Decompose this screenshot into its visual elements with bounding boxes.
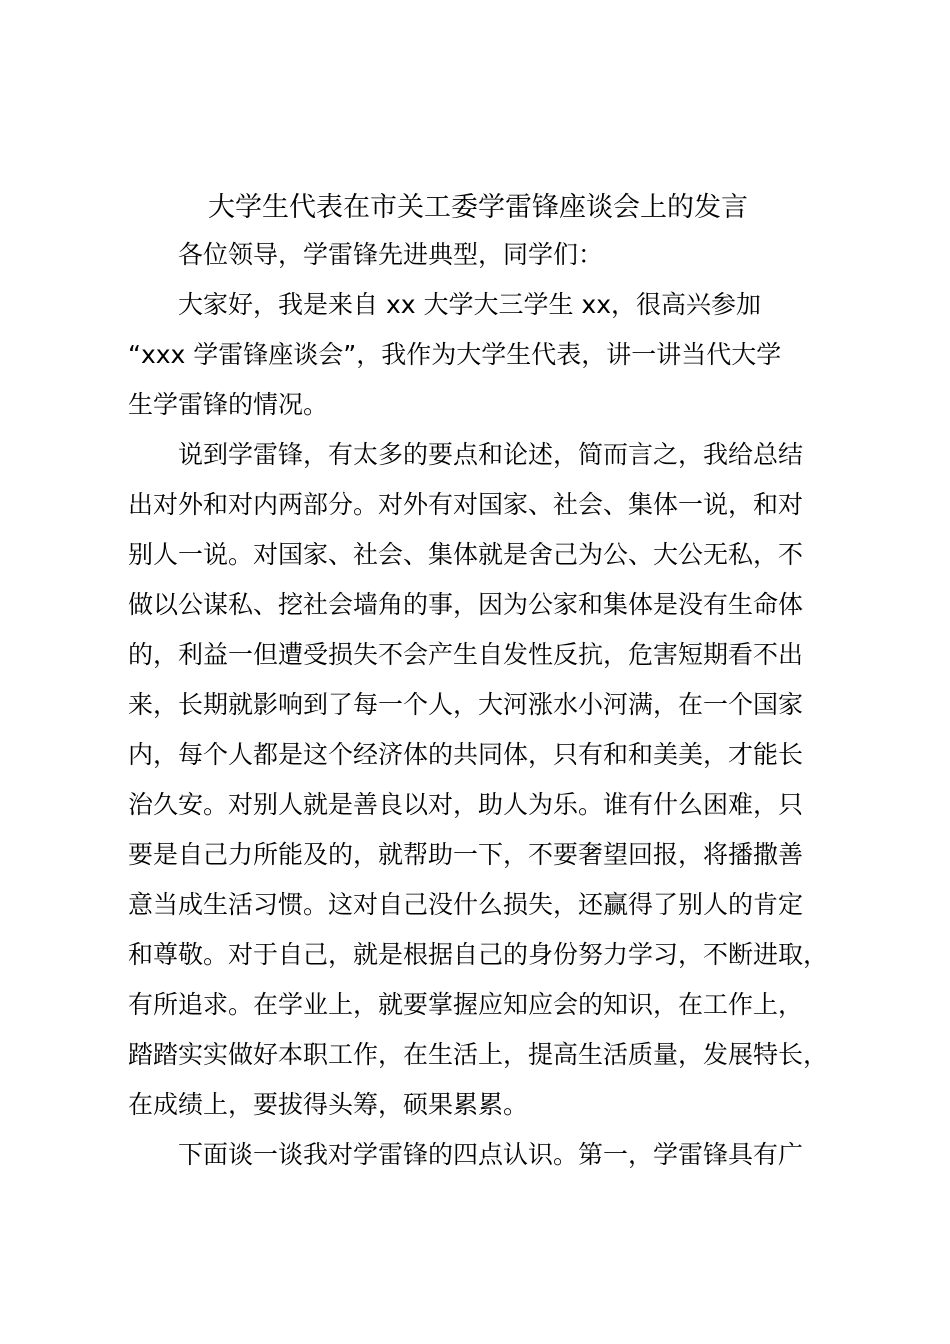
paragraph-line: 来，长期就影响到了每一个人，大河涨水小河满，在一个国家 xyxy=(128,690,804,719)
paragraph-line: 说到学雷锋，有太多的要点和论述，简而言之，我给总结 xyxy=(178,440,804,469)
paragraph-line: 下面谈一谈我对学雷锋的四点认识。第一，学雷锋具有广 xyxy=(178,1140,804,1169)
paragraph-line: 治久安。对别人就是善良以对，助人为乐。谁有什么困难，只 xyxy=(128,790,804,819)
paragraph-line: 内，每个人都是这个经济体的共同体，只有和和美美，才能长 xyxy=(128,740,804,769)
paragraph-line: 别人一说。对国家、社会、集体就是舍己为公、大公无私，不 xyxy=(128,540,804,569)
paragraph-line: “xxx 学雷锋座谈会”，我作为大学生代表，讲一讲当代大学 xyxy=(128,340,782,369)
paragraph-line: 和尊敬。对于自己，就是根据自己的身份努力学习，不断进取， xyxy=(128,940,829,969)
salutation-line: 各位领导，学雷锋先进典型，同学们： xyxy=(178,240,604,269)
paragraph-line: 踏踏实实做好本职工作，在生活上，提高生活质量，发展特长， xyxy=(128,1040,829,1069)
paragraph-line: 做以公谋私、挖社会墙角的事，因为公家和集体是没有生命体 xyxy=(128,590,804,619)
paragraph-line: 有所追求。在学业上，就要掌握应知应会的知识，在工作上， xyxy=(128,990,804,1019)
paragraph-line: 生学雷锋的情况。 xyxy=(128,390,329,419)
paragraph-line: 的，利益一但遭受损失不会产生自发性反抗，危害短期看不出 xyxy=(128,640,804,669)
paragraph-line: 意当成生活习惯。这对自己没什么损失，还赢得了别人的肯定 xyxy=(128,890,804,919)
paragraph-line: 出对外和对内两部分。对外有对国家、社会、集体一说，和对 xyxy=(128,490,804,519)
document-title: 大学生代表在市关工委学雷锋座谈会上的发言 xyxy=(208,192,748,223)
paragraph-line: 在成绩上，要拔得头筹，硕果累累。 xyxy=(128,1090,529,1119)
paragraph-line: 要是自己力所能及的，就帮助一下，不要奢望回报，将播撒善 xyxy=(128,840,804,869)
paragraph-line: 大家好，我是来自 xx 大学大三学生 xx，很高兴参加 xyxy=(178,290,762,319)
